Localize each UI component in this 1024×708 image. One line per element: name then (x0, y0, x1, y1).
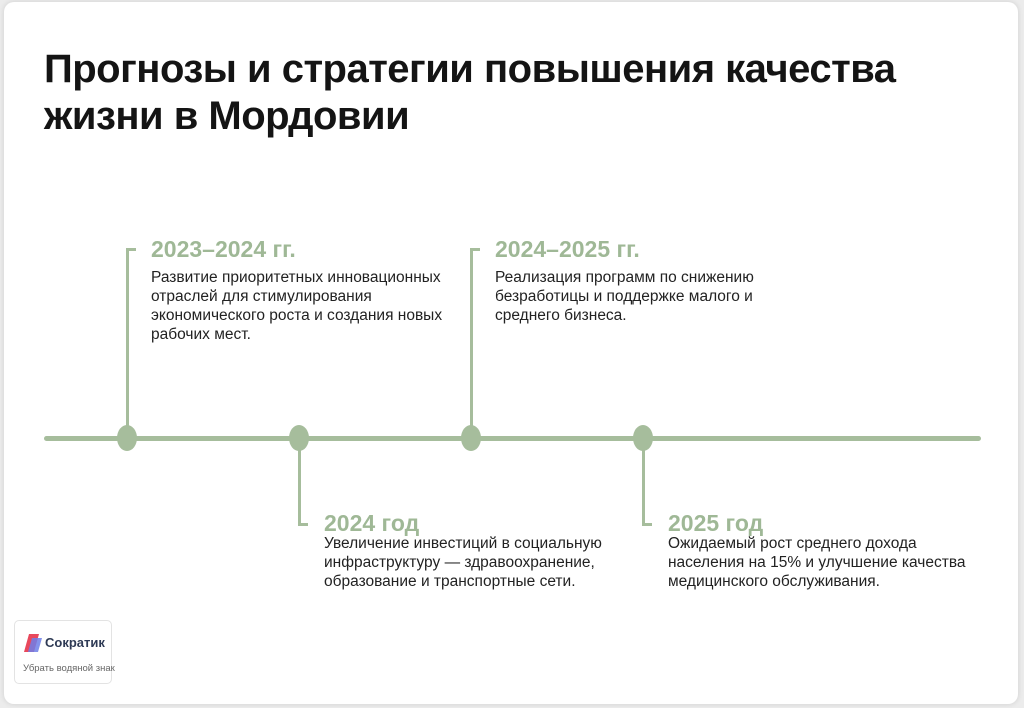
timeline-tick-2 (298, 523, 308, 526)
slide (4, 2, 1018, 704)
event-title-3: 2024–2025 гг. (495, 236, 640, 262)
watermark-badge[interactable] (14, 620, 115, 684)
timeline-stem-3 (470, 248, 473, 438)
timeline-stem-4 (642, 440, 645, 526)
event-text-4: Ожидаемый рост среднего дохода населения на 15% и улучшение качества медицинского обслуживания. (668, 535, 966, 590)
remove-watermark-link[interactable]: Убрать водяной знак (23, 663, 115, 674)
timeline-axis (44, 436, 981, 441)
timeline-tick-4 (642, 523, 652, 526)
event-text-3: Реализация программ по снижению безработицы и поддержке малого и среднего бизнеса. (495, 269, 754, 324)
timeline-tick-1 (126, 248, 136, 251)
timeline-stem-1 (126, 248, 129, 438)
timeline-dot-3 (461, 425, 481, 451)
timeline-dot-2 (289, 425, 309, 451)
watermark-brand: Сократик (45, 635, 105, 650)
event-text-1: Развитие приоритетных инновационных отраслей для стимулирования экономического роста и создания новых рабочих мест. (151, 269, 443, 343)
event-title-1: 2023–2024 гг. (151, 236, 296, 262)
timeline-dot-4 (633, 425, 653, 451)
event-title-2: 2024 год (324, 510, 420, 536)
page-title: Прогнозы и стратегии повышения качества жизни в Мордовии (44, 47, 896, 138)
event-text-2: Увеличение инвестиций в социальную инфраструктуру — здравоохранение, образование и транспортные сети. (324, 535, 602, 590)
timeline-dot-1 (117, 425, 137, 451)
sokratik-logo-icon (23, 632, 43, 654)
event-title-4: 2025 год (668, 510, 764, 536)
timeline-stem-2 (298, 440, 301, 526)
timeline-tick-3 (470, 248, 480, 251)
